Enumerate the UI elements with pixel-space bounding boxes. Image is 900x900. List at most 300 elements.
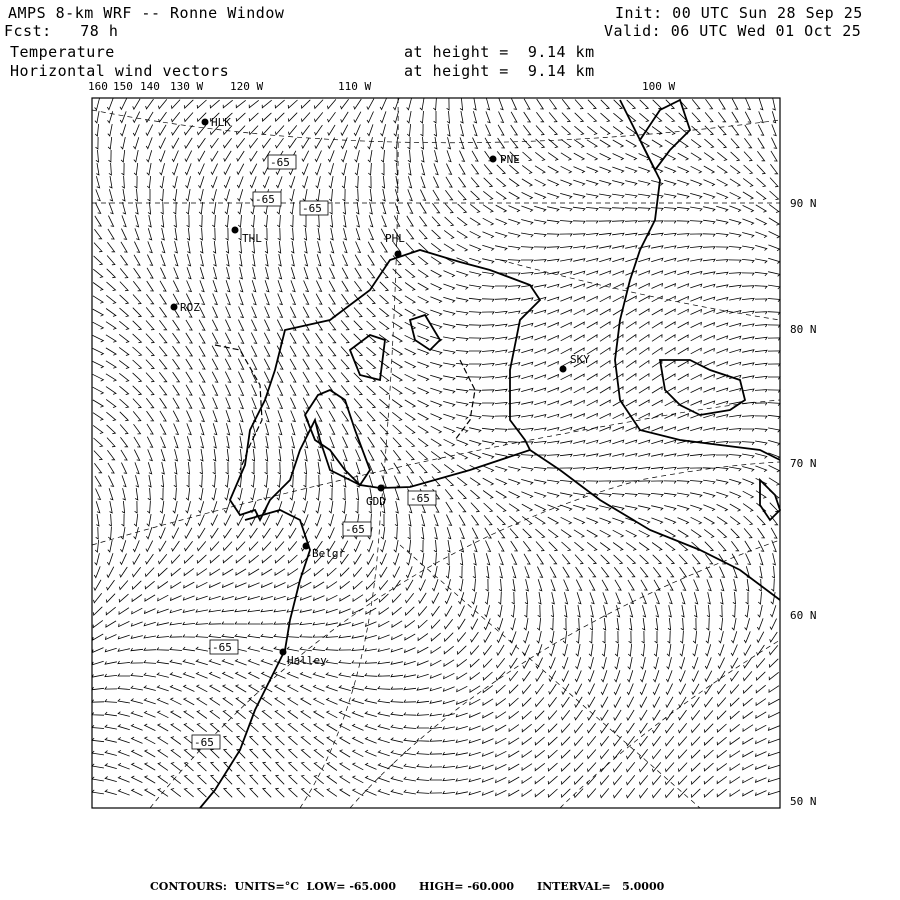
wind-barb — [186, 359, 192, 369]
wind-barb — [469, 726, 480, 730]
wind-barb — [121, 255, 128, 265]
wind-barb — [456, 765, 468, 768]
wind-barb — [265, 307, 270, 318]
wind-barb — [226, 293, 230, 304]
wind-barb — [652, 749, 660, 758]
wind-barb — [405, 361, 416, 368]
wind-barb — [185, 151, 192, 162]
wind-barb — [406, 438, 415, 447]
wind-barb — [171, 698, 182, 705]
wind-barb — [132, 595, 142, 602]
wind-barb — [547, 234, 559, 237]
wind-barb — [278, 398, 283, 409]
wind-barb — [369, 229, 374, 240]
wind-barb — [121, 229, 126, 240]
wind-barb — [602, 657, 607, 669]
wind-barb — [303, 333, 309, 343]
wind-barb — [248, 609, 260, 612]
wind-barb — [759, 553, 763, 564]
wind-barb — [560, 259, 572, 262]
wind-barb — [365, 737, 376, 743]
wind-barb — [690, 493, 702, 497]
wind-barb — [717, 179, 728, 186]
wind-barb — [716, 480, 728, 485]
wind-barb — [120, 308, 129, 317]
wind-barb — [106, 348, 116, 355]
wind-barb — [367, 567, 375, 577]
wind-barb — [588, 723, 596, 733]
wind-barb — [108, 124, 112, 136]
wind-barb — [536, 112, 543, 122]
wind-barb — [396, 501, 399, 513]
wind-barb — [173, 346, 180, 356]
wind-barb — [288, 724, 297, 732]
wind-barb — [340, 750, 350, 757]
wind-barb — [421, 163, 424, 175]
wind-barb — [213, 280, 217, 291]
wind-barb — [405, 607, 414, 615]
lat-line-d — [560, 640, 780, 808]
wind-barb — [224, 528, 232, 538]
wind-barb — [380, 295, 389, 304]
wind-barb — [691, 153, 701, 161]
wind-barb — [664, 481, 676, 484]
wind-barb — [677, 454, 689, 457]
wind-barb — [521, 220, 533, 225]
wind-barb — [225, 359, 231, 370]
wind-barb — [471, 605, 477, 616]
wind-barb — [587, 284, 598, 289]
lon-label-160: 160 — [88, 80, 108, 93]
wind-barb — [746, 592, 748, 604]
wind-barb — [678, 387, 689, 393]
wind-barb — [251, 488, 256, 500]
wind-barb — [118, 712, 130, 717]
wind-barb — [343, 449, 347, 460]
wind-barb — [639, 335, 649, 342]
wind-barb — [560, 493, 572, 497]
wind-barb — [639, 762, 647, 771]
wind-barb — [681, 592, 685, 603]
wind-barb — [612, 194, 624, 198]
wind-barb — [691, 401, 702, 406]
wind-barb — [601, 100, 609, 109]
wind-barb — [353, 595, 363, 602]
wind-barb — [118, 661, 130, 664]
wind-barb — [237, 176, 243, 187]
lat-label-80n: 80 N — [790, 323, 817, 336]
wind-barb — [511, 541, 518, 551]
wind-barb — [756, 699, 766, 706]
wind-barb — [495, 376, 507, 379]
wind-barb — [287, 647, 299, 651]
wind-barb — [432, 579, 438, 590]
wind-barb — [145, 776, 155, 783]
wind-barb — [640, 788, 648, 797]
wind-barb — [756, 778, 767, 783]
wind-barb — [641, 657, 646, 669]
wind-barb — [706, 618, 709, 630]
wind-barb — [315, 528, 322, 539]
wind-barb — [652, 335, 662, 342]
wind-barb — [354, 112, 361, 123]
wind-barb — [107, 425, 116, 434]
wind-barb — [744, 658, 752, 668]
wind-barb — [535, 166, 545, 174]
wind-barb — [158, 568, 167, 576]
wind-barb — [213, 449, 216, 461]
wind-barb — [118, 776, 129, 782]
wind-barb — [330, 202, 333, 214]
wind-barb — [303, 176, 308, 188]
wind-barb — [92, 764, 104, 768]
wind-barb — [291, 228, 294, 240]
wind-barb — [614, 684, 620, 695]
wind-barb — [405, 413, 415, 421]
wind-barb — [548, 789, 557, 797]
wind-barb — [239, 293, 243, 304]
wind-barb — [522, 711, 531, 719]
wind-barb — [717, 517, 727, 525]
wind-barb — [469, 403, 481, 406]
wind-barb — [146, 112, 153, 122]
wind-barb — [434, 111, 436, 123]
wind-barb — [212, 475, 215, 487]
wind-barb — [379, 386, 388, 394]
wind-barb — [134, 242, 139, 253]
wind-barb — [342, 294, 349, 304]
wind-barb — [313, 672, 324, 677]
wind-barb — [278, 267, 281, 279]
wind-barb — [196, 647, 208, 651]
wind-barb — [275, 569, 285, 575]
wind-barb — [120, 425, 128, 434]
wind-barb — [755, 272, 767, 276]
wind-barb — [171, 596, 182, 601]
wind-barb — [110, 501, 113, 513]
wind-barb — [497, 645, 504, 655]
wind-barb — [640, 100, 649, 109]
wind-barb — [434, 540, 437, 552]
wind-barb — [433, 190, 439, 200]
wind-barb — [211, 151, 218, 161]
wind-barb — [755, 325, 767, 328]
wind-barb — [200, 449, 203, 461]
wind-barb — [121, 242, 127, 252]
wind-barb — [96, 137, 99, 149]
wind-barb — [511, 112, 517, 122]
wind-barb — [447, 111, 450, 123]
wind-barb — [692, 99, 700, 108]
wind-barb — [146, 99, 154, 109]
wind-barb — [107, 98, 113, 109]
wind-barb — [187, 462, 190, 474]
wind-barb — [303, 294, 308, 305]
wind-barb — [173, 333, 180, 343]
wind-barb — [666, 697, 673, 707]
wind-barb — [173, 501, 177, 513]
wind-barb — [118, 725, 130, 730]
wind-barb — [664, 194, 676, 198]
wind-barb — [314, 750, 323, 758]
wind-barb — [511, 554, 516, 565]
wind-barb — [184, 788, 193, 797]
wind-barb — [716, 298, 728, 301]
wind-barb — [586, 167, 597, 173]
wind-barb — [146, 294, 153, 304]
wind-barb — [316, 281, 321, 292]
wind-barb — [560, 234, 572, 237]
wind-barb — [173, 176, 178, 188]
wind-barb — [704, 166, 714, 173]
wind-barb — [108, 229, 114, 239]
wind-barb — [186, 202, 189, 214]
wind-barb — [547, 193, 558, 199]
wind-barb — [382, 202, 386, 213]
wind-barb — [289, 176, 295, 187]
wind-barb — [145, 595, 155, 601]
wind-barb — [729, 479, 741, 484]
wind-barb — [770, 191, 779, 200]
wind-barb — [430, 739, 442, 742]
wind-barb — [133, 360, 142, 369]
wind-barb — [664, 518, 675, 524]
wind-barb — [744, 165, 753, 174]
wind-barb — [746, 99, 751, 110]
wind-barb — [367, 295, 375, 304]
wind-barb — [264, 372, 269, 383]
wind-barb — [404, 661, 415, 665]
wind-barb — [535, 698, 544, 707]
wind-barb — [172, 528, 179, 539]
wind-barb — [159, 125, 166, 135]
wind-barb — [131, 711, 142, 717]
wind-barb — [248, 634, 260, 638]
wind-barb — [666, 113, 675, 122]
wind-barb — [430, 375, 442, 380]
wind-barb — [301, 711, 311, 719]
wind-barb — [677, 207, 689, 211]
wind-barb — [263, 138, 271, 148]
wind-barb — [756, 205, 766, 212]
wind-barb — [145, 609, 156, 614]
wind-barb — [768, 403, 780, 406]
wind-barb — [733, 592, 736, 604]
wind-barb — [379, 308, 388, 316]
wind-barb — [225, 488, 230, 500]
wind-barb — [562, 99, 570, 109]
wind-barb — [213, 307, 218, 318]
wind-barb — [144, 698, 155, 704]
wind-barb — [304, 215, 306, 227]
wind-barb — [458, 606, 465, 617]
wind-barb — [534, 401, 545, 404]
wind-barb — [706, 99, 713, 109]
wind-barb — [534, 323, 545, 327]
wind-barb — [589, 631, 592, 643]
wind-barb — [457, 632, 465, 641]
wind-barb — [329, 294, 335, 304]
wind-barb — [343, 189, 346, 201]
wind-barb — [161, 215, 164, 227]
wind-barb — [536, 684, 544, 694]
wind-barb — [352, 699, 364, 704]
wind-barb — [275, 685, 285, 692]
wind-barb — [366, 347, 375, 355]
wind-barb — [587, 153, 598, 160]
wind-barb — [535, 179, 546, 186]
wind-barb — [665, 284, 676, 289]
wind-barb — [381, 150, 384, 162]
wind-barb — [574, 387, 585, 393]
wind-barb — [626, 322, 636, 329]
wind-barb — [729, 349, 740, 352]
wind-barb — [677, 194, 689, 199]
wind-barb — [482, 752, 493, 756]
wind-barb — [755, 299, 767, 302]
wind-barb — [326, 660, 338, 664]
wind-barb — [496, 777, 507, 782]
wind-barb — [250, 762, 258, 771]
wind-barb — [432, 230, 441, 239]
wind-barb — [211, 762, 219, 771]
wind-barb — [549, 542, 557, 551]
wind-barb — [184, 113, 193, 122]
wind-barb — [251, 320, 256, 331]
wind-barb — [484, 632, 491, 642]
wind-barb — [718, 139, 727, 148]
wind-barb — [626, 427, 637, 432]
wind-barb — [640, 749, 648, 758]
wind-barb — [431, 243, 441, 251]
wind-barb — [367, 321, 376, 330]
berkner-island — [305, 390, 370, 485]
wind-barb — [265, 280, 269, 291]
wind-barb — [301, 749, 310, 758]
wind-barb — [587, 126, 597, 134]
svg-text:-65: -65 — [302, 202, 322, 215]
alexander-island — [660, 360, 745, 415]
wind-barb — [367, 124, 373, 135]
wind-barb — [106, 621, 116, 627]
wind-barb — [212, 215, 215, 227]
wind-barb — [678, 309, 689, 314]
wind-barb — [758, 541, 763, 552]
wind-barb — [574, 167, 585, 173]
wind-barb — [406, 566, 412, 577]
wind-barb — [275, 583, 286, 588]
wind-barb — [443, 337, 455, 341]
wind-barb — [719, 99, 725, 109]
wind-barb — [665, 763, 674, 772]
wind-barb — [577, 605, 580, 617]
wind-barb — [602, 580, 608, 590]
wind-barb — [184, 100, 193, 108]
wind-barb — [680, 631, 683, 643]
wind-barb — [486, 98, 489, 110]
wind-barb — [135, 488, 138, 500]
wind-barb — [718, 112, 725, 122]
wind-barb — [716, 455, 728, 457]
wind-barb — [444, 646, 454, 654]
wind-barb — [147, 437, 152, 448]
wind-barb — [357, 215, 360, 227]
wind-barb — [523, 125, 530, 135]
wind-barb — [679, 684, 686, 695]
wind-barb — [356, 202, 359, 214]
wind-barb — [392, 295, 402, 303]
wind-barb — [651, 467, 663, 470]
wind-barb — [417, 661, 428, 666]
wind-barb — [599, 167, 610, 173]
wind-barb — [421, 527, 424, 539]
wind-barb — [315, 125, 323, 135]
wind-barb — [586, 454, 598, 457]
wind-barb — [121, 150, 125, 162]
wind-barb — [418, 323, 429, 329]
wind-barb — [458, 204, 467, 213]
wind-barb — [135, 462, 139, 473]
wind-barb — [757, 151, 764, 161]
wind-barb — [482, 765, 493, 769]
wind-barb — [430, 388, 441, 394]
wind-barb — [534, 193, 545, 199]
wind-barb — [379, 361, 389, 369]
wind-barb — [601, 113, 610, 122]
wind-barb — [656, 605, 659, 617]
wind-barb — [170, 685, 181, 691]
wind-barb — [614, 710, 621, 720]
wind-barb — [210, 569, 220, 575]
wind-barb — [447, 98, 450, 110]
wind-barb — [391, 699, 403, 702]
wind-barb — [380, 111, 386, 122]
wind-barb — [289, 749, 298, 758]
wind-barb — [212, 488, 216, 500]
wind-barb — [109, 150, 112, 162]
wind-barb — [250, 749, 258, 758]
wind-barb — [343, 255, 348, 266]
wind-barb — [692, 697, 700, 707]
wind-barb — [664, 427, 675, 431]
wind-barb — [237, 528, 245, 538]
wind-barb — [326, 623, 338, 626]
wind-barb — [276, 775, 284, 784]
wind-barb — [378, 712, 390, 716]
wind-barb — [366, 789, 377, 795]
wind-barb — [381, 540, 386, 552]
wind-barb — [148, 241, 152, 252]
wind-barb — [265, 228, 268, 240]
wind-barb — [421, 540, 424, 552]
wind-barb — [690, 246, 702, 249]
wind-barb — [717, 763, 727, 770]
wind-barb — [121, 463, 126, 474]
wind-barb — [768, 299, 780, 302]
wind-barb — [315, 514, 321, 525]
wind-barb — [456, 324, 468, 328]
wind-barb — [380, 412, 389, 421]
wind-barb — [344, 228, 347, 240]
wind-barb — [135, 176, 138, 188]
wind-barb — [200, 423, 204, 434]
wind-barb — [482, 441, 494, 445]
wind-barb — [612, 481, 624, 484]
wind-barb — [574, 400, 585, 405]
wind-barb — [133, 295, 141, 304]
wind-barb — [459, 579, 463, 591]
wind-barb — [223, 100, 233, 108]
